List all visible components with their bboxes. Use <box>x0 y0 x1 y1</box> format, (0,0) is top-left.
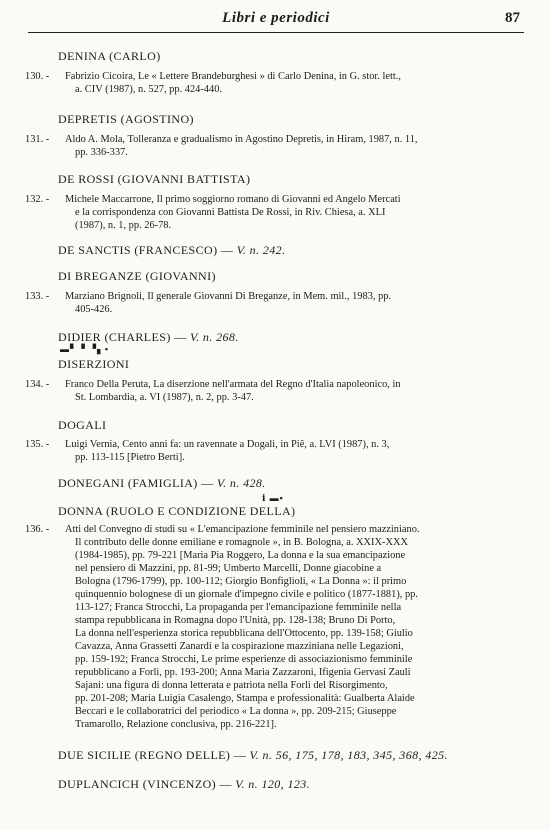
entry-131 <box>25 133 522 159</box>
heading-donegani <box>58 476 266 491</box>
entry-line: Marziano Brignoli, Il generale Giovanni Di Breganze, in Mem. mil., 1983, pp. <box>65 291 392 302</box>
heading-de-rossi: DE ROSSI (GIOVANNI BATTISTA) <box>58 172 251 186</box>
entry-130 <box>25 70 522 96</box>
heading-depretis: DEPRETIS (AGOSTINO) <box>58 112 194 126</box>
entry-line: (1984-1985), pp. 79-221 [Maria Pia Roggero, La donna e la sua emancipazione <box>75 550 406 561</box>
heading-de-sanctis <box>58 243 286 258</box>
entry-line: pp. 336-337. <box>75 147 128 158</box>
heading-crossref: V. n. 428. <box>216 476 266 490</box>
entry-133 <box>25 290 522 316</box>
entry-line: Il contributo delle donne emiliane e romagnole », in B. Bologna, a. XXIX-XXX <box>75 537 408 548</box>
entry-line: Atti del Convegno di studi su « L'emancipazione femminile nel pensiero mazziniano. <box>65 524 420 535</box>
entry-number: 130. - <box>25 71 50 82</box>
heading-crossref: V. n. 242. <box>236 243 286 257</box>
running-header <box>28 8 524 33</box>
entry-line: Sajani: una figura di donna letterata e patriota nella Forlì del Risorgimento, <box>75 680 388 691</box>
entry-line: 113-127; Franca Strocchi, La propaganda per l'emancipazione femminile nella <box>75 602 402 613</box>
entry-line: Tramarollo, Relazione conclusiva, pp. 216-221]. <box>75 719 277 730</box>
entry-number: 131. - <box>25 134 50 145</box>
entry-line: stampa repubblicana in Romagna dopo l'Unità, pp. 128-138; Bruno Di Porto, <box>75 615 396 626</box>
entry-line: pp. 113-115 [Pietro Berti]. <box>75 452 185 463</box>
heading-crossref: V. n. 268. <box>189 330 239 344</box>
entry-132 <box>25 193 522 232</box>
entry-line: La donna nell'esperienza storica repubblicana dell'Ottocento, pp. 139-158; Giulio <box>75 628 413 639</box>
entry-line: Franco Della Peruta, La diserzione nell'armata del Regno d'Italia napoleonico, in <box>65 379 401 390</box>
entry-line: repubblicano a Forlì, pp. 193-200; Anna Maria Zazzaroni, Ifigenia Gervasi Zauli <box>75 667 411 678</box>
heading-name: DONEGANI (FAMIGLIA) — <box>58 476 214 490</box>
page-number: 87 <box>505 10 520 26</box>
entry-line: Aldo A. Mola, Tolleranza e gradualismo in Agostino Depretis, in Hiram, 1987, n. 11, <box>65 134 418 145</box>
entry-line: a. CIV (1987), n. 527, pp. 424-440. <box>75 84 222 95</box>
heading-didier <box>58 330 239 345</box>
entry-number: 133. - <box>25 291 50 302</box>
heading-di-breganze: DI BREGANZE (GIOVANNI) <box>58 269 216 283</box>
entry-number: 134. - <box>25 379 50 390</box>
ink-mark: ⅰ ▬▪ <box>262 493 284 503</box>
entry-line: Cavazza, Anna Grassetti Zanardi e la cospirazione mazziniana nelle Legazioni, <box>75 641 404 652</box>
entry-number: 135. - <box>25 439 50 450</box>
heading-crossref: V. n. 56, 175, 178, 183, 345, 368, 425. <box>249 748 448 762</box>
heading-name: DUE SICILIE (REGNO DELLE) — <box>58 748 247 762</box>
heading-crossref: V. n. 120, 123. <box>235 777 311 791</box>
heading-diserzioni: DISERZIONI <box>58 357 130 371</box>
entry-number: 132. - <box>25 194 50 205</box>
entry-136 <box>25 523 522 731</box>
entry-line: Michele Maccarrone, Il primo soggiorno romano di Giovanni ed Angelo Mercati <box>65 194 401 205</box>
entry-line: Bologna (1796-1799), pp. 100-112; Giorgio Bonfiglioli, « La Donna »: il primo <box>75 576 407 587</box>
heading-name: DIDIER (CHARLES) — <box>58 330 187 344</box>
entry-line: Fabrizio Cicoira, Le « Lettere Brandeburghesi » di Carlo Denina, in G. stor. lett., <box>65 71 401 82</box>
heading-dogali: DOGALI <box>58 418 107 432</box>
entry-line: Luigi Vernia, Cento anni fa: un ravennate a Dogali, in Piê, a. LVI (1987), n. 3, <box>65 439 390 450</box>
entry-134 <box>25 378 522 404</box>
entry-line: pp. 159-192; Franca Strocchi, Le prime esperienze di associazionismo femminile <box>75 654 413 665</box>
entry-line: quinquennio bolognese di un giornale d'impegno civile e politico (1877-1881), pp. <box>75 589 418 600</box>
entry-line: 405-426. <box>75 304 113 315</box>
heading-denina: DENINA (CARLO) <box>58 49 161 63</box>
heading-donna: DONNA (RUOLO E CONDIZIONE DELLA) <box>58 504 296 518</box>
heading-name: DUPLANCICH (VINCENZO) — <box>58 777 232 791</box>
heading-name: DE SANCTIS (FRANCESCO) — <box>58 243 234 257</box>
entry-line: pp. 201-208; Maria Luigia Casalengo, Stampa e professionalità: Gualberta Alaide <box>75 693 415 704</box>
entry-line: nel pensiero di Mazzini, pp. 81-99; Umberto Marcelli, Donne giacobine a <box>75 563 382 574</box>
heading-due-sicilie <box>58 748 448 763</box>
entry-line: St. Lombardia, a. VI (1987), n. 2, pp. 3-47. <box>75 392 254 403</box>
running-title: Libri e periodici <box>222 10 330 26</box>
entry-number: 136. - <box>25 524 50 535</box>
entry-line: Beccari e le collaboratrici del periodico « La donna », pp. 209-215; Giuseppe <box>75 706 397 717</box>
entry-line: (1987), n. 1, pp. 26-78. <box>75 220 172 231</box>
entry-line: e la corrispondenza con Giovanni Battista De Rossi, in Riv. Chiesa, a. XLI <box>75 207 386 218</box>
ink-mark: ▬▘▝ ▝▖▪ <box>60 344 110 354</box>
entry-135 <box>25 438 522 464</box>
heading-duplancich <box>58 777 310 792</box>
